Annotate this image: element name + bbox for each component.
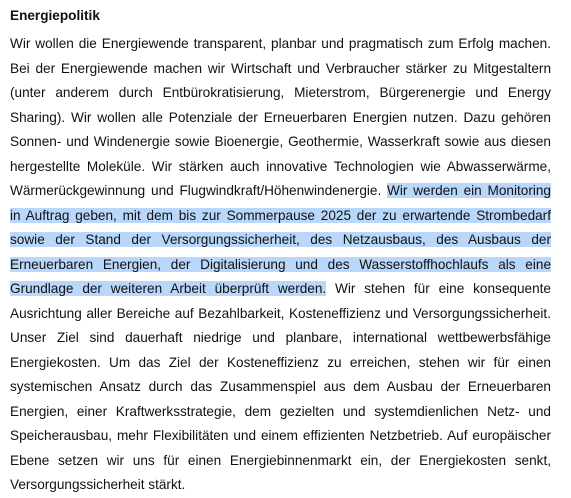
section-heading: Energiepolitik bbox=[10, 8, 100, 23]
paragraph-text-before-selection: Wir wollen die Energiewende transparent, planbar und pragmatisch zum Erfolg machen. Bei der Energiewende machen wir Wirtschaft und Verbraucher stärker zu Mitgestaltern (unter anderem durch Entbürokratisierung, Mieterstrom, Bürgerenergie und Energy Sharing). Wir wollen alle Potenziale der Erneuerbaren Energien nutzen. Dazu gehören Sonnen- und Windenergie sowie Bioenergie, Geothermie, Wasserkraft sowie aus diesen hergestellte Moleküle. Wir stärken auch innovative Technologien wie Abwasserwärme, Wärmerückgewinnung und Flugwindkraft/Höhenwindenergie. bbox=[10, 36, 551, 198]
paragraph-text-after-selection: Wir stehen für eine konsequente Ausrichtung aller Bereiche auf Bezahlbarkeit, Kosteneffizienz und Versorgungssicherheit. Unser Ziel sind dauerhaft niedrige und planbare, international wettbewerbsfähige Energiekosten. Um das Ziel der Kosteneffizienz zu erreichen, stehen wir für einen systemischen Ansatz durch das Zusammenspiel aus dem Ausbau der Erneuerbaren Energien, einer Kraftwerksstrategie, dem gezielten und systemdienlichen Netz- und Speicherausbau, mehr Flexibilitäten und einem effizienten Netzbetrieb. Auf europäischer Ebene setzen wir uns für einen Energiebinnenmarkt ein, der Energiekosten senkt, Versorgungssicherheit stärkt. bbox=[10, 281, 551, 492]
document-page bbox=[10, 0, 551, 492]
body-paragraph[interactable] bbox=[10, 32, 551, 498]
selected-text-highlight[interactable]: Wir werden ein Monitoring in Auftrag geben, mit dem bis zur Sommerpause 2025 der zu erwartende Strombedarf sowie der Stand der Versorgungssicherheit, des Netzausbaus, des Ausbaus der Erneuerbaren Energien, der Digitalisierung und des Wasserstoffhochlaufs als eine Grundlage der weiteren Arbeit überprüft werden. bbox=[10, 183, 551, 296]
